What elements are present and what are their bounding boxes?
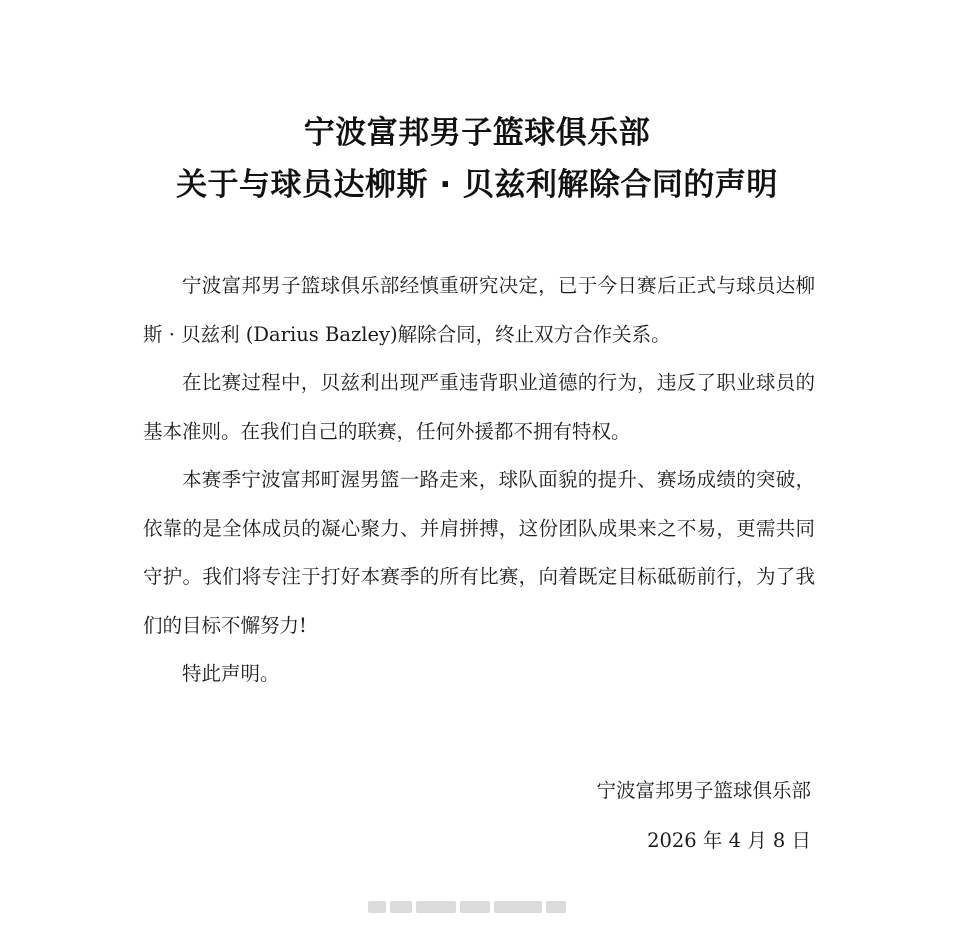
signature-organization: 宁波富邦男子篮球俱乐部 (596, 779, 811, 802)
watermark-mark (546, 901, 566, 913)
signature-date: 2026 年 4 月 8 日 (647, 829, 811, 852)
paragraph-3: 本赛季宁波富邦町渥男篮一路走来，球队面貌的提升、赛场成绩的突破，依靠的是全体成员的凝心聚力、并肩拼搏，这份团队成果来之不易，更需共同守护。我们将专注于打好本赛季的所有比赛，向着既定目标砥砺前行，为了我们的目标不懈努力! (143, 468, 815, 637)
document-title-line-2: 关于与球员达柳斯 · 贝兹利解除合同的声明 (176, 167, 778, 203)
document-title-line-1: 宁波富邦男子篮球俱乐部 (303, 115, 651, 151)
paragraph-1: 宁波富邦男子篮球俱乐部经慎重研究决定，已于今日赛后正式与球员达柳斯 · 贝兹利 (Darius Bazley)解除合同，终止双方合作关系。 (143, 274, 815, 346)
watermark-mark (494, 901, 542, 913)
watermark-mark (416, 901, 456, 913)
watermark-mark (460, 901, 490, 913)
watermark-mark (368, 901, 386, 913)
paragraph-2: 在比赛过程中，贝兹利出现严重违背职业道德的行为，违反了职业球员的基本准则。在我们自己的联赛，任何外援都不拥有特权。 (143, 371, 815, 443)
paragraph-4: 特此声明。 (182, 662, 280, 685)
watermark-mark (390, 901, 412, 913)
watermark (368, 898, 578, 916)
statement-body (143, 262, 815, 699)
